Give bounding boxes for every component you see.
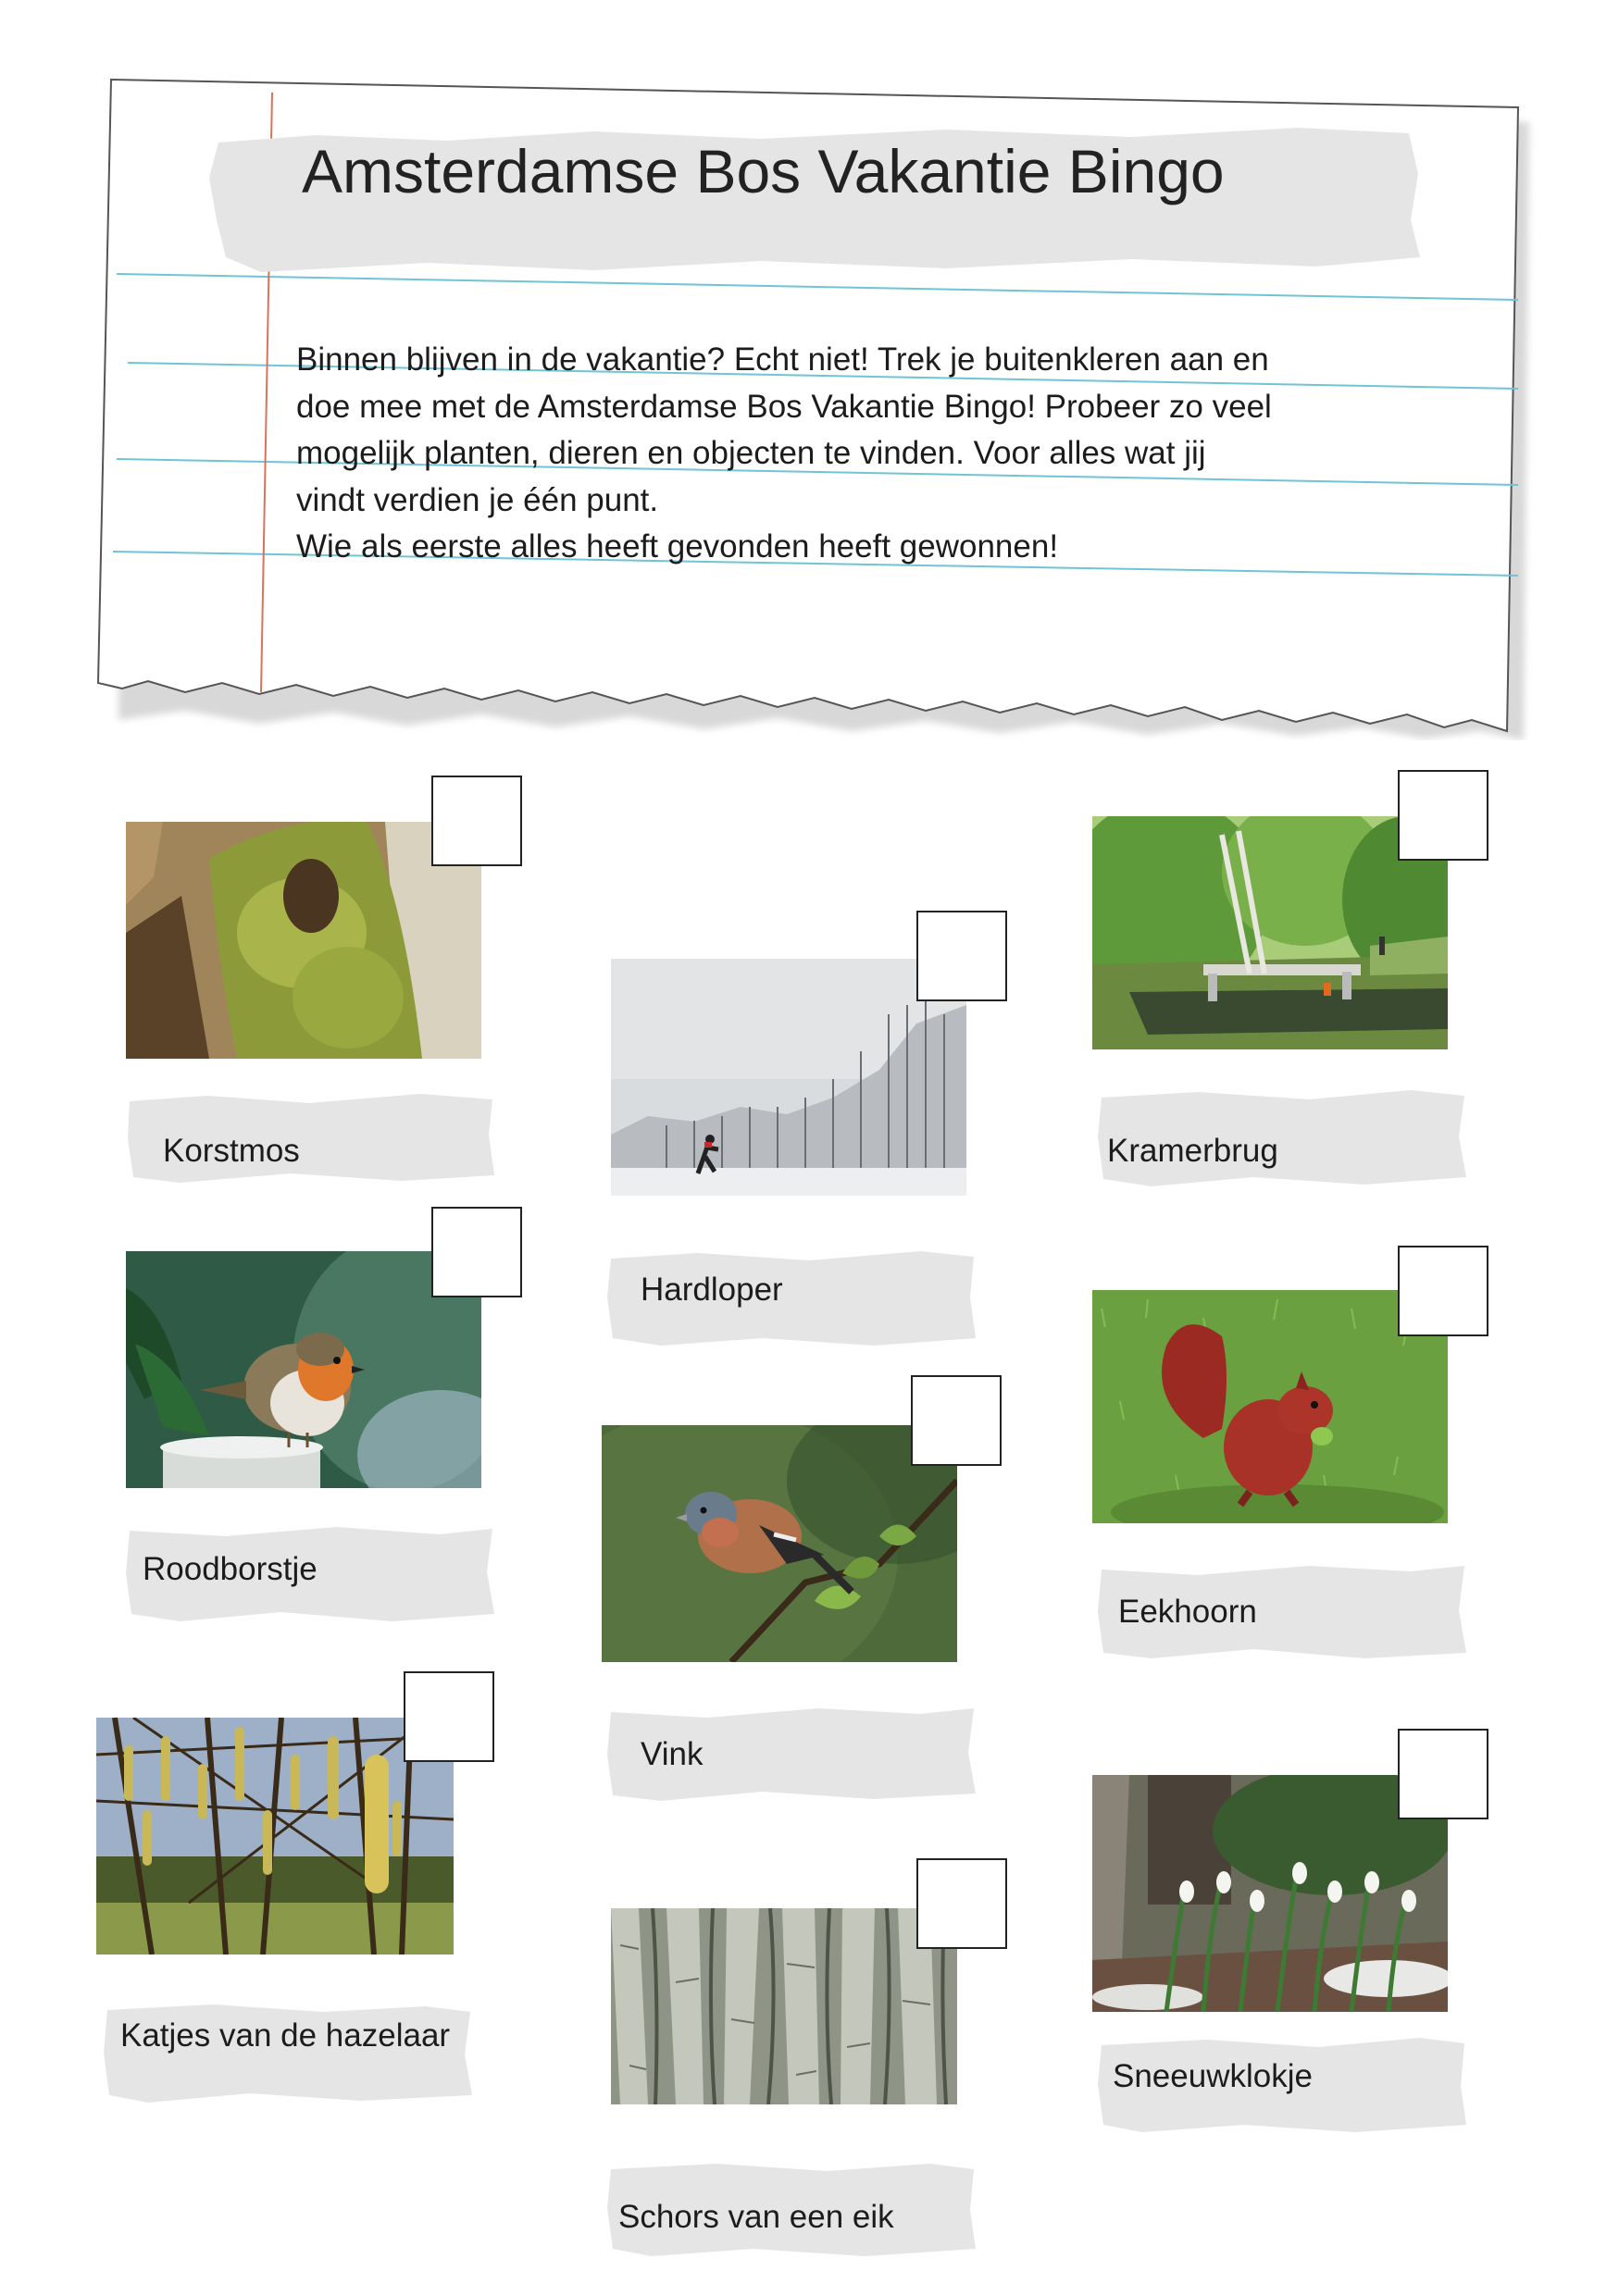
intro-line: vindt verdien je één punt. (296, 481, 659, 518)
intro-line: mogelijk planten, dieren en objecten te vinden. Voor alles wat jij (296, 435, 1206, 471)
checkbox-eekhoorn[interactable] (1398, 1246, 1488, 1336)
checkbox-korstmos[interactable] (431, 776, 522, 866)
checkbox-vink[interactable] (911, 1375, 1002, 1466)
checkbox-sneeuwklokje[interactable] (1398, 1729, 1488, 1819)
item-label: Hardloper (641, 1272, 783, 1308)
checkbox-roodborstje[interactable] (431, 1207, 522, 1297)
hazel-catkins-photo (96, 1718, 454, 1955)
checkbox-kramerbrug[interactable] (1398, 770, 1488, 861)
item-label: Eekhoorn (1118, 1594, 1257, 1630)
item-label: Roodborstje (143, 1551, 318, 1587)
item-label: Korstmos (163, 1133, 300, 1169)
runner-photo (611, 959, 966, 1196)
robin-photo (126, 1251, 481, 1488)
snowdrop-photo (1092, 1775, 1448, 2012)
chaffinch-photo (602, 1425, 957, 1662)
page-title: Amsterdamse Bos Vakantie Bingo (302, 137, 1225, 205)
intro-line: Wie als eerste alles heeft gevonden heeft gewonnen! (296, 528, 1059, 565)
intro-line: doe mee met de Amsterdamse Bos Vakantie Bingo! Probeer zo veel (296, 388, 1272, 425)
bridge-photo (1092, 816, 1448, 1049)
item-label: Katjes van de hazelaar (120, 2017, 451, 2054)
checkbox-schors-van-een-eik[interactable] (916, 1858, 1007, 1949)
oak-bark-photo (611, 1908, 957, 2104)
intro-text (296, 337, 1314, 571)
checkbox-katjes-van-de-hazelaar[interactable] (404, 1671, 494, 1762)
item-label: Vink (641, 1736, 704, 1772)
checkbox-hardloper[interactable] (916, 911, 1007, 1001)
item-label: Kramerbrug (1107, 1133, 1278, 1169)
intro-line: Binnen blijven in de vakantie? Echt niet! Trek je buitenkleren aan en (296, 341, 1269, 378)
item-label: Schors van een eik (618, 2199, 894, 2235)
squirrel-photo (1092, 1290, 1448, 1523)
lichen-photo (126, 822, 481, 1059)
item-label: Sneeuwklokje (1113, 2058, 1313, 2094)
